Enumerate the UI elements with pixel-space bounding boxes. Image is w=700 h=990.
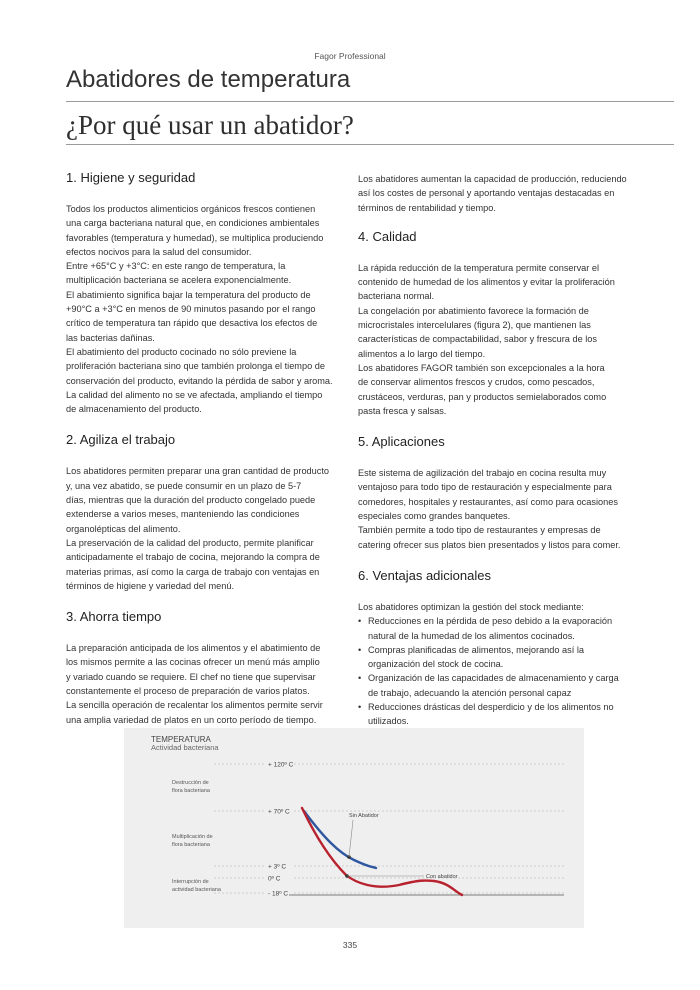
text-line: proliferación bacteriana sino que también prolonga el tiempo de [66,361,325,372]
text-line: los mismos permite a las cocinas ofrecer un menú más amplio [66,657,320,668]
text-line: También permite a todo tipo de restaurantes y empresas de [358,525,601,536]
section-heading: 6. Ventajas adicionales [358,567,491,583]
text-line: Este sistema de agilización del trabajo en cocina resulta muy [358,468,607,479]
text-line: Los abatidores aumentan la capacidad de producción, reduciendo [358,174,627,184]
section-ventajas [358,566,648,729]
section-body [358,172,648,215]
text-line: favorables (temperatura y humedad), se multiplica produciendo [66,232,324,243]
page-number: 335 [342,940,358,950]
section-intro-right [358,172,648,215]
text-line: una amplia variedad de platos en un corto período de tiempo. [66,714,317,725]
text-line: Organización de las capacidades de almacenamiento y carga [368,673,619,684]
section-ahorra [66,607,346,727]
zone-label: Interrupción de actividad bacteriana [172,879,221,893]
text-line: microcristales intercelulares (figura 2), que mantienen las [358,320,591,331]
text-line: La calidad del alimento no se ve afectada, ampliando el tiempo [66,389,323,400]
text-line: La congelación por abatimiento favorece la formación de [358,305,589,316]
text-line: contenido de humedad de los alimentos y evitar la proliferación [358,277,615,288]
text-line: extenderse a varios meses, manteniendo las condiciones [66,509,300,520]
chart-title: TEMPERATURA [151,735,211,744]
text-line: La preparación anticipada de los alimentos y el abatimiento de [66,643,321,654]
text-line: La rápida reducción de la temperatura permite conservar el [358,262,600,273]
advantages-list [358,614,648,728]
section-heading: 4. Calidad [358,228,417,244]
section-intro: Los abatidores optimizan la gestión del stock mediante: [358,601,584,612]
text-line: +90°C a +3°C en menos de 90 minutos pasando por el rango [66,304,316,315]
section-body [66,202,346,416]
zone-label: Destrucción de flora bacteriana [172,780,210,794]
text-line: natural de la humedad de los alimentos cocinados. [368,630,575,641]
legend-con-abatidor: Con abatidor [426,874,458,880]
text-line: catering ofrecer sus platos bien presentados y listos para comer. [358,539,621,550]
page-subtitle: ¿Por qué usar un abatidor? [66,110,354,140]
section-heading: 1. Higiene y seguridad [66,170,196,185]
text-line: de almacenamiento del producto. [66,404,202,415]
series-line-sin-abatidor [304,811,376,868]
zone-labels [172,780,222,893]
text-line: así los costes de personal y aportando ventajas destacadas en [358,188,615,199]
section-higiene [66,168,346,416]
text-line: términos de higiene y variedad del menú. [66,580,235,591]
text-line: y, una vez abatido, se puede consumir en un plazo de 5-7 [66,480,302,491]
text-line: de conservar alimentos frescos y crudos, como pescados, [358,377,595,388]
text-line: especiales como grandes banquetes. [358,511,511,522]
text-line: y variado cuando se requiere. El chef no tiene que supervisar [66,671,316,682]
brand-label: Fagor Professional [314,51,386,61]
y-tick-label: 0º C [268,875,281,883]
text-line: días, mientras que la duración del producto congelado puede [66,495,316,506]
list-item [358,643,648,672]
section-body [358,261,648,418]
text-line: alimentos a lo largo del tiempo. [358,348,486,359]
section-body [66,464,346,593]
section-agiliza [66,430,346,593]
text-line: crítico de temperatura tan rápido que desactiva los efectos de [66,318,318,329]
section-heading: 3. Ahorra tiempo [66,609,162,625]
text-line: materias primas, así como la carga de trabajo con ventajas en [66,566,320,577]
text-line: Los abatidores FAGOR también son excepcionales a la hora [358,362,605,373]
page-title: Abatidores de temperatura [66,66,351,93]
section-heading: 2. Agiliza el trabajo [66,432,176,448]
left-column [66,168,346,727]
leader-sin-abatidor [349,820,353,857]
series-line-con-abatidor [302,808,462,895]
text-line: Los abatidores permiten preparar una gran cantidad de producto [66,466,330,477]
y-axis-ticks [214,759,564,898]
text-line: Compras planificadas de alimentos, mejorando así la [368,644,585,655]
text-line: constantemente el proceso de preparación de varios platos. [66,686,310,697]
temperature-chart [124,728,584,928]
section-body [66,641,346,727]
list-item [358,614,648,643]
text-line: La preservación de la calidad del producto, permite planificar [66,537,314,548]
text-line: Reducciones drásticas del desperdicio y de los alimentos no [368,702,614,713]
text-line: conservación del producto, evitando la pérdida de sabor y aroma. [66,375,333,386]
title-divider [66,101,674,102]
list-item [358,700,648,729]
text-line: efectos nocivos para la salud del consumidor. [66,246,252,257]
section-body [358,466,648,552]
text-line: ventajoso para todo tipo de restauración y especialmente para [358,482,612,493]
text-line: características de compactabilidad, sabor y frescura de los [358,334,597,345]
section-calidad [358,227,648,418]
y-tick-label: + 120º C [268,761,294,769]
text-line: Todos los productos alimenticios orgánicos frescos contienen [66,204,316,214]
text-line: las bacterias dañinas. [66,332,155,343]
text-line: Entre +65°C y +3°C: en este rango de temperatura, la [66,261,286,272]
text-line: El abatimiento significa bajar la temperatura del producto de [66,289,311,300]
text-line: de trabajo, adecuando la atención personal capaz [368,687,572,698]
text-line: multiplicación bacteriana se acelera exponencialmente. [66,275,292,286]
y-tick-label: + 70º C [268,808,290,816]
list-item [358,671,648,700]
text-line: comedores, hospitales y restaurantes, así como para ocasiones [358,496,618,507]
text-line: bacteriana normal. [358,291,435,302]
text-line: El abatimiento del producto cocinado no sólo previene la [66,346,297,357]
section-aplicaciones [358,432,648,552]
text-line: utilizados. [368,716,409,727]
right-column [358,172,648,729]
text-line: términos de rentabilidad y tiempo. [358,202,496,213]
section-heading: 5. Aplicaciones [358,434,445,450]
y-tick-label: + 3º C [268,863,287,871]
text-line: organización del stock de cocina. [368,659,504,670]
temperature-chart-svg [124,728,584,928]
text-line: crustáceos, verduras, pan y productos semielaborados como [358,391,607,402]
subtitle-divider [66,144,674,145]
text-line: organolépticas del alimento. [66,523,181,534]
legend-sin-abatidor: Sin Abatidor [349,813,379,819]
text-line: pasta fresca y salsas. [358,405,447,416]
text-line: La sencilla operación de recalentar los alimentos permite servir [66,700,323,711]
chart-subtitle: Actividad bacteriana [151,743,219,752]
text-line: Reducciones en la pérdida de peso debido a la evaporación [368,616,613,627]
text-line: anticipadamente el trabajo de cocina, mejorando la compra de [66,552,320,563]
zone-label: Multiplicación de flora bacteriana [172,834,213,848]
text-line: una carga bacteriana natural que, en condiciones ambientales [66,218,320,229]
y-tick-label: - 18º C [268,890,289,898]
